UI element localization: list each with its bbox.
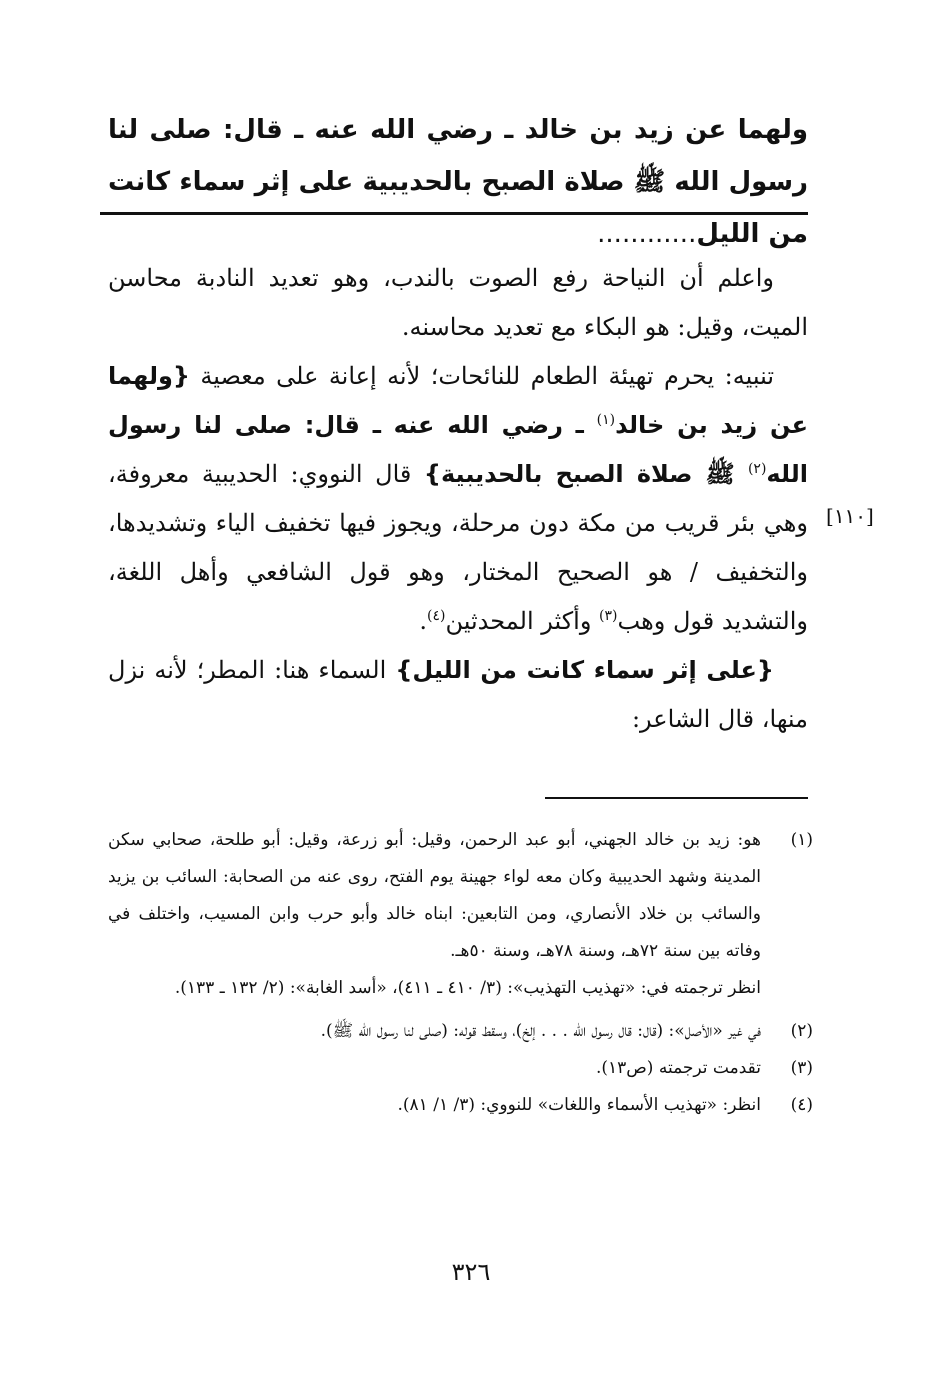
footnote-4	[108, 1087, 813, 1124]
footnote-number: (٣)	[790, 1058, 813, 1078]
muhaddithin-text: وأكثر المحدثين	[445, 607, 600, 635]
footnote-2	[108, 1013, 813, 1050]
quoted-matn-2: ـ رضي الله عنه ـ قال: صلى لنا رسول الله	[108, 411, 808, 488]
footnote-text: في غير «الأصل»: (قال: قال رسول الله . . . إلخ)، وسقط قوله: (صلى لنا رسول الله ﷺ).	[320, 1021, 761, 1041]
footnote-text: هو: زيد بن خالد الجهني، أبو عبد الرحمن، وقيل: أبو زرعة، وقيل: أبو طلحة، صحابي سكن المدينة وشهد الحديبية وكان معه لواء جهينة يوم الفتح، روى عنه من الصحابة: السائب بن يزيد والسائب بن خلاد الأنصاري، ومن التابعين: ابناه خالد وأبو حرب وابن المسيب، واختلف في وفاته بين سنة ٧٢هـ، وسنة ٧٨هـ، وسنة ٥٠هـ.	[108, 830, 761, 961]
commentary-body	[108, 254, 808, 744]
paragraph-sama	[108, 646, 808, 744]
footnote-number: (٢)	[790, 1021, 813, 1041]
quoted-matn-3: ﷺ صلاة الصبح بالحديبية}	[423, 460, 748, 488]
footnote-ref-4[interactable]: (٤)	[427, 608, 446, 624]
manuscript-folio-marker: [١١٠]	[826, 504, 874, 528]
paragraph-niyaha: واعلم أن النياحة رفع الصوت بالندب، وهو تعديد النادبة محاسن الميت، وقيل: هو البكاء مع تعديد محاسنه.	[108, 264, 808, 341]
hadith-header-text: ولهما عن زيد بن خالد ـ رضي الله عنه ـ قال: صلى لنا رسول الله ﷺ صلاة الصبح بالحديبية على إثر سماء كانت من الليل	[108, 115, 808, 249]
header-divider	[100, 212, 808, 215]
footnotes	[108, 822, 813, 1124]
footnote-divider	[545, 797, 808, 799]
hadith-header-leader: ............	[597, 219, 697, 249]
footnote-3	[108, 1050, 813, 1087]
footnote-1	[108, 822, 813, 1007]
footnote-text: انظر: «تهذيب الأسماء واللغات» للنووي: (٣/ ١/ ٨١).	[397, 1095, 761, 1115]
footnote-number: (١)	[790, 830, 813, 850]
footnote-ref-1[interactable]: (١)	[596, 412, 616, 428]
paragraph-tanbih	[108, 352, 808, 646]
footnote-text-continued: انظر ترجمته في: «تهذيب التهذيب»: (٣/ ٤١٠ ـ ٤١١)، «أسد الغابة»: (٢/ ١٣٢ ـ ١٣٣).	[174, 978, 761, 998]
page-number: ٣٢٦	[451, 1258, 491, 1286]
footnote-text: تقدمت ترجمته (ص١٣).	[595, 1058, 761, 1078]
sama-text: السماء هنا: المطر؛ لأنه نزل منها، قال الشاعر:	[108, 656, 808, 733]
period: .	[419, 607, 428, 635]
hadith-header	[108, 104, 808, 260]
tanbih-text: تنبيه: يحرم تهيئة الطعام للنائحات؛ لأنه إعانة على معصية	[189, 362, 774, 390]
footnote-number: (٤)	[790, 1095, 813, 1115]
quoted-matn-1: {ولهما عن زيد بن خالد	[108, 362, 808, 439]
footnote-ref-3[interactable]: (٣)	[599, 608, 618, 624]
quoted-matn-4: {على إثر سماء كانت من الليل}	[395, 656, 774, 684]
footnote-ref-2[interactable]: (٢)	[747, 461, 767, 477]
nawawi-text: قال النووي: الحديبية معروفة، وهي بئر قريب من مكة دون مرحلة، ويجوز فيها تخفيف الياء وتشديدها، والتخفيف / هو الصحيح المختار، وهو قول الشافعي وأهل اللغة، والتشديد قول وهب	[108, 460, 808, 635]
